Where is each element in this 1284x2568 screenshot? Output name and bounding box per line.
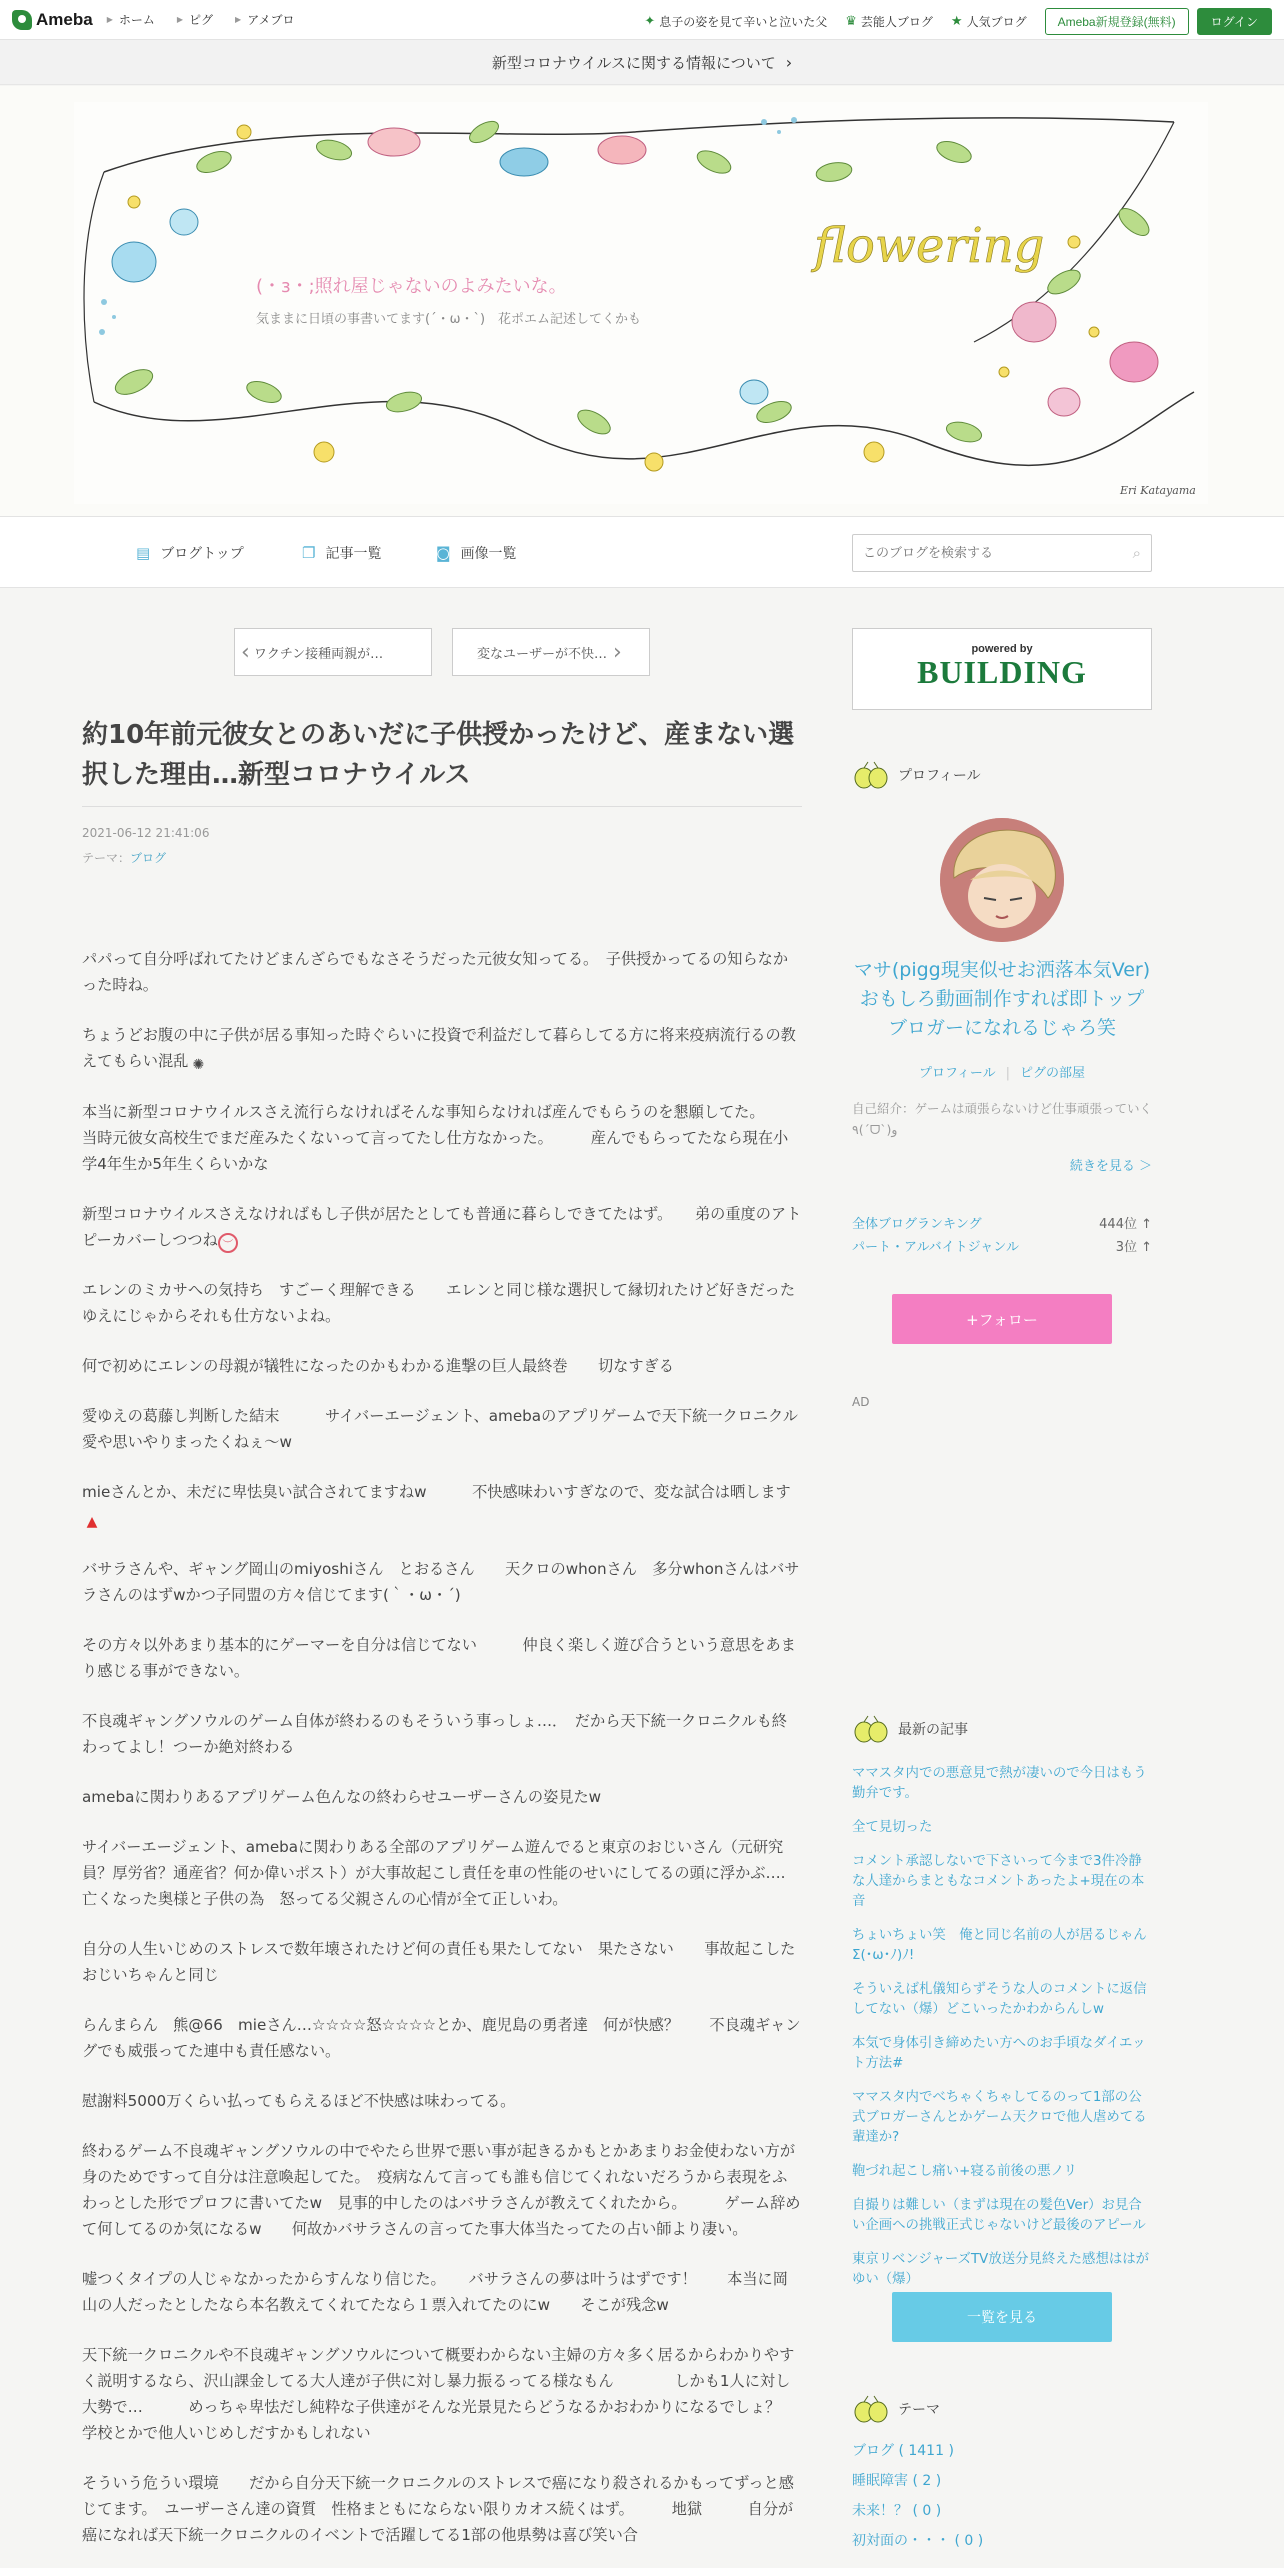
paragraph: 不良魂ギャングソウルのゲーム自体が終わるのもそういう事っしょ…． だから天下統一クロニクルも終わってよし！つーか絶対終わる (82, 1712, 787, 1756)
profile-name[interactable]: マサ(pigg現実似せお洒落本気Ver)おもしろ動画制作すれば即トップブロガーになれるじゃろ笑 (853, 959, 1151, 1039)
blog-header (0, 86, 1284, 516)
svg-text:Eri Katayama: Eri Katayama (1120, 484, 1196, 497)
paragraph: 愛ゆえの葛藤し判断した結末 サイバーエージェント、amebaのアプリゲームで天下統一クロニクル愛や思いやりまったくねぇ～w (82, 1407, 798, 1451)
camera-icon: ◙ (436, 544, 451, 562)
paragraph: サイバーエージェント、amebaに関わりある全部のアプリゲーム遊んでると東京のおじいさん（元研究員？厚労省？通産省？何か偉いポスト）が大事故起こし責任を車の性能のせいにしてるの頭に浮かぶ…. 亡くなった奥様と子供の為 怒ってる父親さんの心情が全て正しいわ。 (82, 1838, 832, 1908)
recent-entry[interactable]: 自撮りは難しい（まずは現在の髪色Ver）お見合い企画への挑戦正式じゃないけど最後のアピール (852, 2198, 1146, 2233)
paragraph: mieさんとか、未だに卑怯臭い試合されてますねw 不快感味わいすぎなので、変な試合は晒します▲ (82, 1483, 791, 1530)
blog-subnav (0, 516, 1284, 588)
ranking-genre[interactable]: パート・アルバイトジャンル 3位 ↑ (852, 1240, 1152, 1255)
article-date: 2021-06-12 21:41:06 (82, 826, 210, 840)
siren-icon: ▲ (86, 1514, 98, 1530)
ameba-logo-icon (12, 10, 32, 30)
star-icon: ★ (950, 14, 963, 29)
paragraph: バサラさんや、ギャング岡山のmiyoshiさん とおるさん 天クロのwhonさん 多分whonさんはバサラさんのはずwかつ子同盟の方々信じてます(｀・ω・´) (82, 1560, 800, 1604)
profile-avatar[interactable] (940, 818, 1064, 942)
header-right (644, 8, 1272, 35)
triangle-right-icon: ▶ (235, 15, 242, 24)
recent-entry[interactable]: コメント承認しないで下さいって今まで3件冷静な人達からまともなコメントあったよ+現在の本音 (852, 1854, 1145, 1909)
chevron-right-icon: › (785, 52, 793, 72)
nav-pigg[interactable]: ▶ ピグ (176, 13, 214, 27)
blog-description: 気ままに日頃の事書いてます(´・ω・`) 花ポエム記述してくかも (256, 312, 642, 327)
leaf-icon (852, 760, 890, 790)
subnav-image-list[interactable]: ◙ 画像一覧 (436, 544, 517, 562)
copy-icon: ❐ (302, 544, 316, 562)
chevron-left-icon: ‹ (241, 639, 250, 665)
read-more-link[interactable]: 続きを見る ＞ (1069, 1159, 1152, 1174)
covid-notice-bar[interactable]: 新型コロナウイルスに関する情報について › (0, 40, 1284, 85)
next-entry-link[interactable]: 変なユーザーが不快… › (452, 628, 650, 676)
register-button[interactable]: Ameba新規登録(無料) (1045, 8, 1189, 35)
recent-entry[interactable]: 全て見切った (852, 1820, 933, 1835)
paragraph: amebaに関わりあるアプリゲーム色んなの終わらせユーザーさんの姿見たw (82, 1788, 602, 1806)
ad-label: AD (852, 1395, 870, 1409)
popular-blog-link[interactable]: ★ 人気ブログ (950, 14, 1027, 29)
paragraph: 天下統一クロニクルや不良魂ギャングソウルについて概要わからない主婦の方々多く居るからわかりやすく説明するなら、沢山課金してる大人達が子供に対し暴力振るってる様なもん しかも1人に対し大勢で… めっちゃ卑怯だし純粋な子供達がそんな光景見たらどうなるかおわかりになるでしょ？ 学校とかで他人いじめしだすかもしれない (82, 2346, 826, 2442)
recent-entry[interactable]: 東京リベンジャーズTV放送分見終えた感想ははがゆい（爆） (852, 2252, 1150, 2287)
dizzy-icon: ✺ (192, 1057, 205, 1073)
paragraph: 慰謝料5000万くらい払ってもらえるほど不快感は味わってる。 (82, 2092, 516, 2110)
paragraph: 嘘つくタイプの人じゃなかったからすんなり信じた。 バサラさんの夢は叶うはずです！ 本当に岡山の人だったとしたなら本名教えてくれてたなら１票入れてたのにw そこが残念w (82, 2270, 788, 2314)
paragraph: 終わるゲーム不良魂ギャングソウルの中でやたら世界で悪い事が起きるかもとかあまりお金使わない方が身のためですって自分は注意喚起してた。 疫病なんて言っても誰も信じてくれないだろうから表現をふわっとした形でプロフに書いてたw 見事的中したのはバサラさんが教えてくれたから。 ゲーム辞めて何してるのか気になるw 何故かバサラさんの言ってた事大体当たってたの占い師より凄い。 (82, 2142, 801, 2238)
floral-header-illustration[interactable] (74, 102, 1208, 504)
article-theme: テーマ：ブログ (82, 851, 167, 865)
theme-item[interactable]: ブログ ( 1411 ) (852, 2443, 954, 2459)
global-nav (107, 11, 317, 28)
triangle-right-icon: ▶ (176, 15, 184, 24)
crown-icon: ♛ (845, 14, 857, 29)
paragraph: ちょうどお腹の中に子供が居る事知った時ぐらいに投資で利益だして暮らしてる方に将来疫病流行るの教えてもらい混乱 ✺ (82, 1026, 796, 1073)
nav-ameblo[interactable]: ▶ アメブロ (235, 13, 295, 27)
svg-text:flowering: flowering (814, 218, 1045, 274)
subnav-entry-list[interactable]: ❐ 記事一覧 (302, 544, 382, 562)
recent-entry[interactable]: ママスタ内での悪意見で熱が凄いので今日はもう勤弁です。 (852, 1766, 1147, 1801)
theme-list (852, 2440, 1152, 2560)
recent-heading: 最新の記事 (852, 1714, 968, 1744)
paragraph: エレンのミカサへの気持ち すごーく理解できる エレンと同じ様な選択して縁切れたけど好きだったゆえにじゃからそれも仕方ないよね。 (82, 1281, 796, 1325)
theme-link[interactable]: ブログ (130, 851, 167, 865)
profile-heading: プロフィール (852, 760, 981, 790)
ameba-logo[interactable]: Ameba (12, 10, 93, 30)
document-icon: ▤ (136, 544, 151, 562)
article-title: 約10年前元彼女とのあいだに子供授かったけど、産まない選択した理由…新型コロナウイルス (82, 720, 795, 790)
leaf-icon (852, 1714, 890, 1744)
ranking-overall[interactable]: 全体ブログランキング 444位 ↑ (852, 1217, 1152, 1232)
recent-entries-list (852, 1764, 1152, 2304)
building-ad-banner[interactable]: powered by BUILDING (852, 628, 1152, 710)
nav-home[interactable]: ▶ ホーム (106, 13, 155, 27)
theme-item[interactable]: 睡眠障害 ( 2 ) (852, 2473, 942, 2489)
login-button[interactable]: ログイン (1197, 8, 1272, 35)
profile-link[interactable]: プロフィール (918, 1066, 996, 1081)
paragraph: 自分の人生いじめのストレスで数年壊されたけど何の責任も果たしてない 果たさない 事故起こしたおじいちゃんと同じ (82, 1940, 796, 1984)
recent-entry[interactable]: そういえば札儀知らずそうな人のコメントに返信してない（爆）どこいったかわからんしw (852, 1982, 1147, 2017)
theme-item[interactable]: 未来！？ ( 0 ) (852, 2503, 942, 2519)
recent-entry[interactable]: ママスタ内でべちゃくちゃしてるのって1部の公式ブロガーさんとかゲーム天クロで他人虐めてる輩達か? (852, 2090, 1147, 2145)
sad-face-icon: ︶ (218, 1233, 238, 1253)
blog-title[interactable]: (・з・;照れ屋じゃないのよみたいな。 (256, 276, 567, 297)
blog-search (852, 534, 1152, 572)
trend-link[interactable]: ✦ 息子の姿を見て辛いと泣いた父 (644, 14, 828, 29)
paragraph: 本当に新型コロナウイルスさえ流行らなければそんな事知らなければ産んでもらうのを懇願してた。 当時元彼女高校生でまだ産みたくないって言ってたし仕方なかった。 産んでもらってたなら現在小学4年生か5年生くらいかな (82, 1103, 789, 1173)
chevron-right-icon: › (613, 639, 622, 665)
global-header (0, 0, 1284, 40)
paragraph: らんまらん 熊@66 mieさん…☆☆☆☆怒☆☆☆☆とか、鹿児島の勇者達 何が快感？ 不良魂ギャングでも威張ってた連中も責任感ない。 (82, 2016, 801, 2060)
pigg-room-link[interactable]: ピグの部屋 (1020, 1066, 1086, 1081)
paragraph: 新型コロナウイルスさえなければもし子供が居たとしても普通に暮らしできてたはず。 弟の重度のアトピーカバーしつつね ︶ (82, 1205, 802, 1251)
theme-heading: テーマ (852, 2394, 940, 2424)
subnav-blog-top[interactable]: ▤ ブログトップ (136, 544, 244, 562)
title-divider (82, 806, 802, 807)
celebrity-blog-link[interactable]: ♛ 芸能人ブログ (845, 14, 933, 29)
article-body (82, 946, 832, 2568)
profile-links (852, 1062, 1152, 1081)
profile-intro: 自己紹介：ゲームは頑張らないけど仕事頑張っていく٩(ˊᗜˋ)و (852, 1101, 1153, 1137)
see-all-button[interactable]: 一覧を見る (892, 2292, 1112, 2342)
paragraph: 何で初めにエレンの母親が犠牲になったのかもわかる進撃の巨人最終巻 切なすぎる (82, 1357, 674, 1375)
recent-entry[interactable]: ちょいちょい笑 俺と同じ名前の人が居るじゃんΣ(･ω･ﾉ)ﾉ! (852, 1928, 1147, 1963)
recent-entry[interactable]: 鞄づれ起こし痛い+寝る前後の悪ノリ (852, 2164, 1077, 2179)
search-icon[interactable]: ⌕ (1132, 544, 1141, 562)
paragraph: パパって自分呼ばれてたけどまんざらでもなさそうだった元彼女知ってる。 子供授かってるの知らなかった時ね。 (82, 950, 789, 994)
paragraph: その方々以外あまり基本的にゲーマーを自分は信じてない 仲良く楽しく遊び合うという意思をあまり感じる事ができない。 (82, 1636, 796, 1680)
blog-search-input[interactable] (853, 535, 1103, 571)
sparkle-icon: ✦ (644, 14, 656, 29)
paragraph: そういう危うい環境 だから自分天下統一クロニクルのストレスで癌になり殺されるかもってずっと感じてます。 ユーザーさん達の資質 性格まともにならない限りカオス続くはず。 地獄 自分が癌になれば天下統一クロニクルのイベントで活躍してる1部の他県勢は喜び笑い合 (82, 2474, 794, 2544)
recent-entry[interactable]: 本気で身体引き締めたい方へのお手頃なダイエット方法# (852, 2036, 1146, 2071)
avatar-illustration (940, 818, 1064, 942)
triangle-right-icon: ▶ (106, 15, 113, 24)
theme-item[interactable]: 初対面の・・・ ( 0 ) (852, 2533, 984, 2549)
separator: | (1005, 1066, 1011, 1081)
leaf-icon (852, 2394, 890, 2424)
prev-entry-link[interactable]: ‹ ワクチン接種両親が… (234, 628, 432, 676)
follow-button[interactable]: +フォロー (892, 1294, 1112, 1344)
